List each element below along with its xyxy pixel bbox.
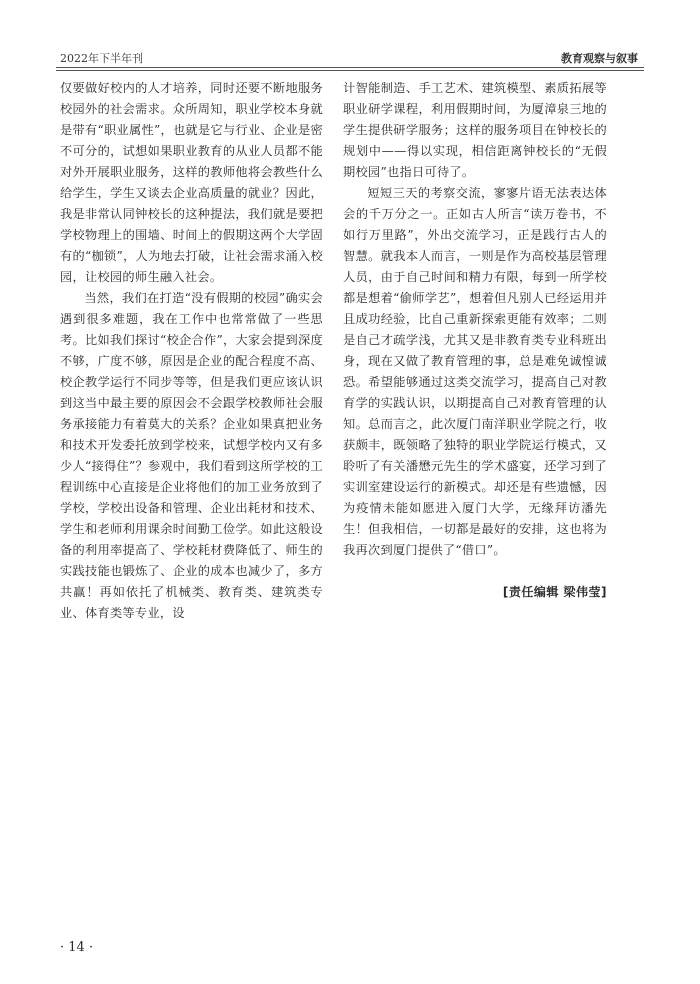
paragraph: 仅要做好校内的人才培养，同时还要不断地服务校园外的社会需求。众所周知，职业学校本身就是带有“职业属性”，也就是它与行业、企业是密不可分的，试想如果职业教育的从业人员都不能对外开展职业服务，这样的教师他将会教些什么给学生，学生又谈去企业高质量的就业？因此，我是非常认同钟校长的这种提法，我们就是要把学校物理上的围墙、时间上的假期这两个大学固有的“枷锁”，人为地去打破，让社会需求涌入校园，让校园的师生融入社会。 <box>60 81 323 284</box>
left-column <box>60 78 323 624</box>
responsible-editor: [责任编辑 梁伟莹] <box>502 585 607 599</box>
paragraph: 当然，我们在打造“没有假期的校园”确实会遇到很多难题，我在工作中也常常做了一些思考。比如我们探讨“校企合作”，大家会提到深度不够，广度不够，原因是企业的配合程度不高、校企教学运行不同步等等，但是我们更应该认识到这当中最主要的原因会不会跟学校教师社会服务承接能力有着莫大的关系？企业如果真把业务和技术开发委托放到学校来，试想学校内又有多少人“接得住”？参观中，我们看到这所学校的工程训练中心直接是企业将他们的加工业务放到了学校，学校出设备和管理、企业出耗材和技术、学生和老师利用课余时间勤工俭学。如此这般设备的利用率提高了、学校耗材费降低了、师生的实践技能也锻炼了、企业的成本也减少了，多方共赢！再如依托了机械类、教育类、建筑类专业、体育类等专业，设 <box>60 291 323 620</box>
page-number: · 14 · <box>60 940 94 955</box>
right-column <box>343 78 607 603</box>
header-rule-top <box>56 67 644 68</box>
paragraph: 短短三天的考察交流，寥寥片语无法表达体会的千万分之一。正如古人所言“读万卷书，不如行万里路”，外出交流学习，正是践行古人的智慧。就我本人而言，一则是作为高校基层管理人员，由于自己时间和精力有限，每到一所学校都是想着“偷师学艺”，想着但凡别人已经运用并且成功经验，比自己重新探索更能有效率；二则是自己才疏学浅，尤其又是非教育类专业科班出身，现在又做了教育管理的事，总是难免诚惶诚恐。希望能够通过这类交流学习，提高自己对教育学的实践认识，以期提高自己对教育管理的认知。总而言之，此次厦门南洋职业学院之行，收获颇丰，既领略了独特的职业学院运行模式，又聆听了有关潘懋元先生的学术盛宴，还学习到了实训室建设运行的新模式。却还是有些遗憾，因为疫情未能如愿进入厦门大学，无缘拜访潘先生！但我相信，一切都是最好的安排，这也将为我再次到厦门提供了“借口”。 <box>343 186 607 557</box>
journal-name: 教育观察与叙事 <box>561 52 638 65</box>
running-header <box>56 44 644 66</box>
paragraph: 计智能制造、手工艺术、建筑模型、素质拓展等职业研学课程，利用假期时间，为厦漳泉三地的学生提供研学服务；这样的服务项目在钟校长的规划中——得以实现，相信距离钟校长的“无假期校园”也指日可待了。 <box>343 81 607 179</box>
header-rule-bottom <box>56 70 644 71</box>
issue-label: 2022年下半年刊 <box>60 52 143 65</box>
